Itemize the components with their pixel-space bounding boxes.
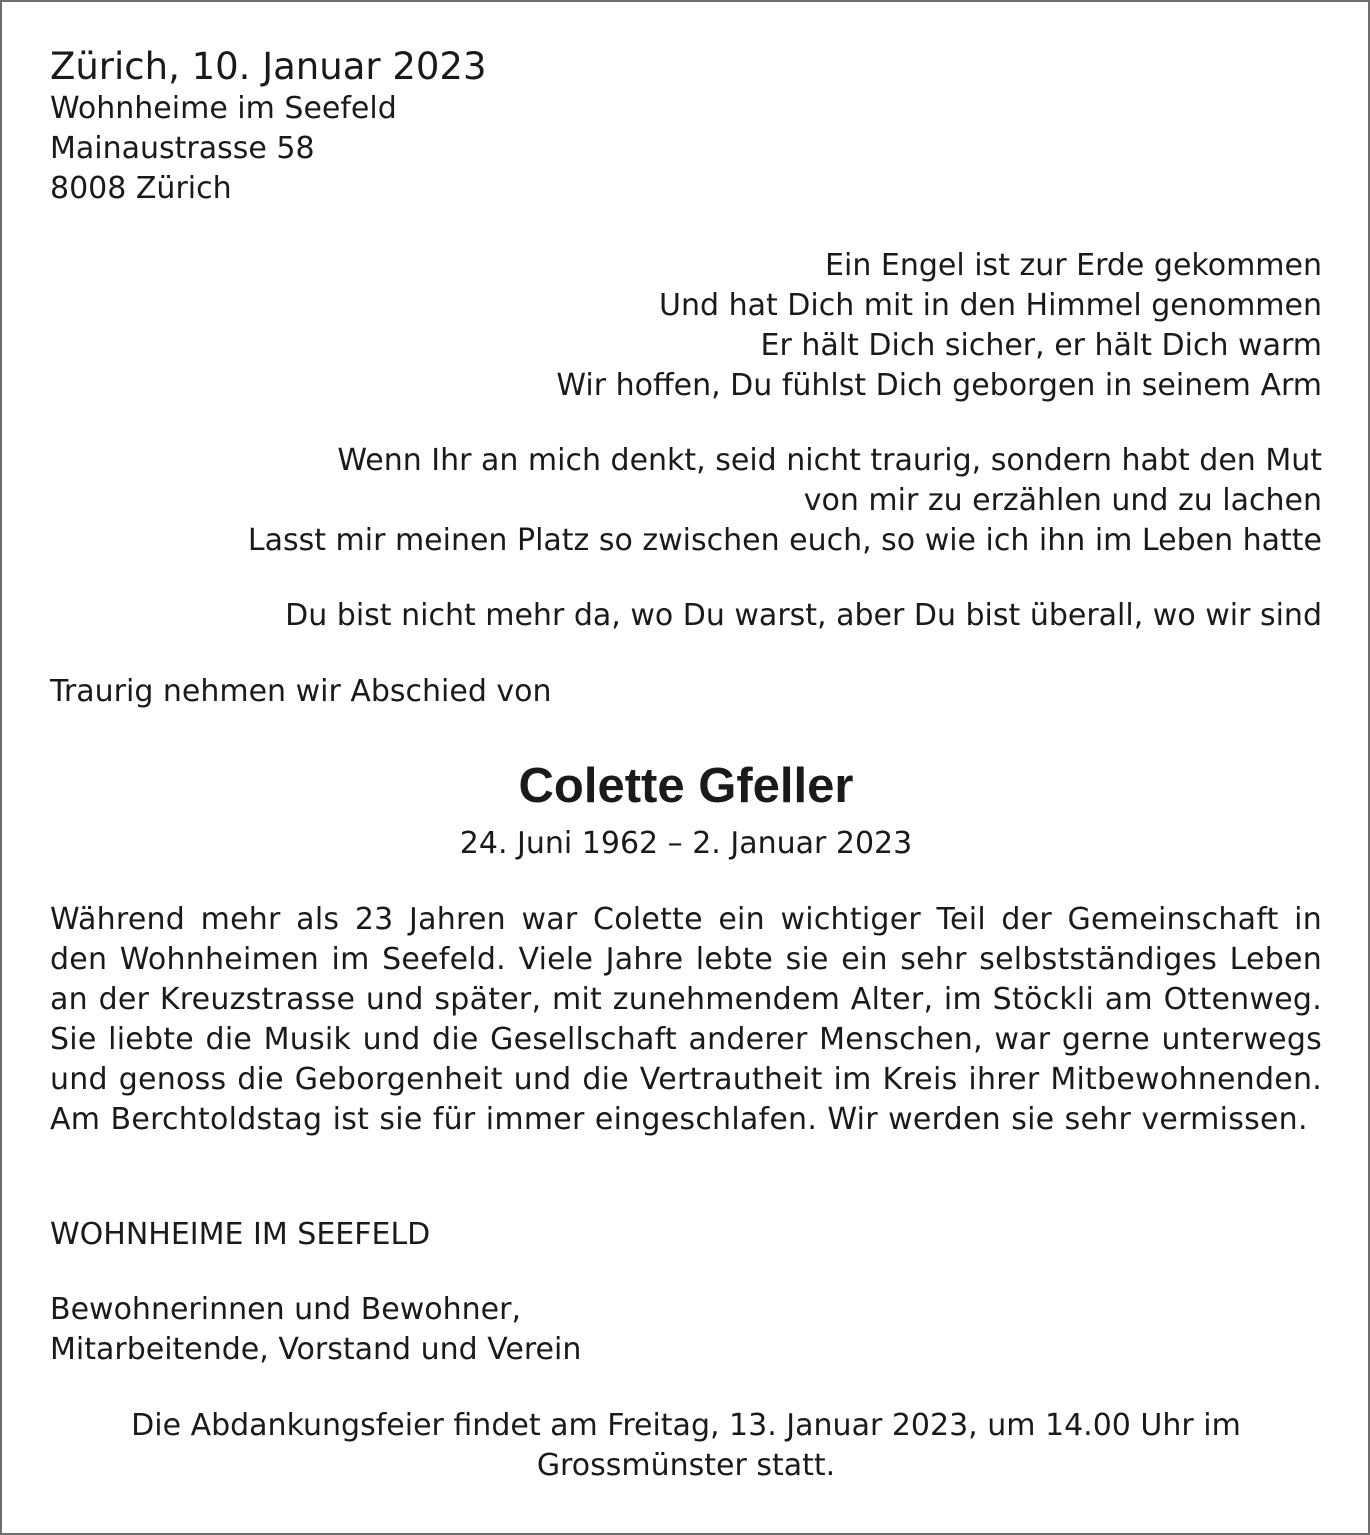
obituary-text: Während mehr als 23 Jahren war Colette ein wichtiger Teil der Gemeinschaft in den Wohnheimen im Seefeld. Viele Jahre lebte sie ein sehr selbstständiges Leben an der Kreuzstrasse und später, mit zunehmendem Alter, im Stöckli am Ottenweg. Sie liebte die Musik und die Gesellschaft anderer Menschen, war gerne unterwegs und genoss die Geborgenheit und die Vertrautheit im Kreis ihrer Mitbewohnenden. Am Berchtoldstag ist sie für immer eingeschlafen. Wir werden sie sehr vermissen.	[50, 902, 1322, 1137]
mourners-list	[50, 1290, 1322, 1370]
organization-name: WOHNHEIME IM SEEFELD	[50, 1217, 431, 1252]
poem-line: Lasst mir meinen Platz so zwischen euch, so wie ich ihn im Leben hatte	[247, 523, 1322, 558]
sender-address	[50, 89, 1322, 209]
poem-stanza-2	[50, 441, 1322, 561]
poem-line: Wenn Ihr an mich denkt, seid nicht traurig, sondern habt den Mut	[337, 443, 1322, 478]
poem-line: Wir hoffen, Du fühlst Dich geborgen in seinem Arm	[556, 368, 1322, 403]
mourners-line: Bewohnerinnen und Bewohner,	[50, 1292, 522, 1327]
notice-date: Zürich, 10. Januar 2023	[50, 45, 487, 88]
poem-line: Er hält Dich sicher, er hält Dich warm	[760, 328, 1322, 363]
ceremony-info: Die Abdankungsfeier findet am Freitag, 13. Januar 2023, um 14.00 Uhr im Grossmünster statt.	[131, 1408, 1241, 1483]
poem-line: Und hat Dich mit in den Himmel genommen	[659, 288, 1322, 323]
farewell-intro: Traurig nehmen wir Abschied von	[50, 674, 552, 709]
life-dates: 24. Juni 1962 – 2. Januar 2023	[459, 826, 913, 861]
mourners-line: Mitarbeitende, Vorstand und Verein	[50, 1332, 582, 1367]
poem-stanza-3	[50, 596, 1322, 636]
poem-stanza-1	[50, 246, 1322, 406]
poem-line: Du bist nicht mehr da, wo Du warst, aber Du bist überall, wo wir sind	[285, 598, 1322, 633]
address-line: Mainaustrasse 58	[50, 131, 315, 166]
address-line: Wohnheime im Seefeld	[50, 91, 397, 126]
deceased-name: Colette Gfeller	[518, 759, 854, 813]
address-line: 8008 Zürich	[50, 171, 232, 206]
poem-line: Ein Engel ist zur Erde gekommen	[825, 248, 1322, 283]
poem-line: von mir zu erzählen und zu lachen	[803, 483, 1322, 518]
